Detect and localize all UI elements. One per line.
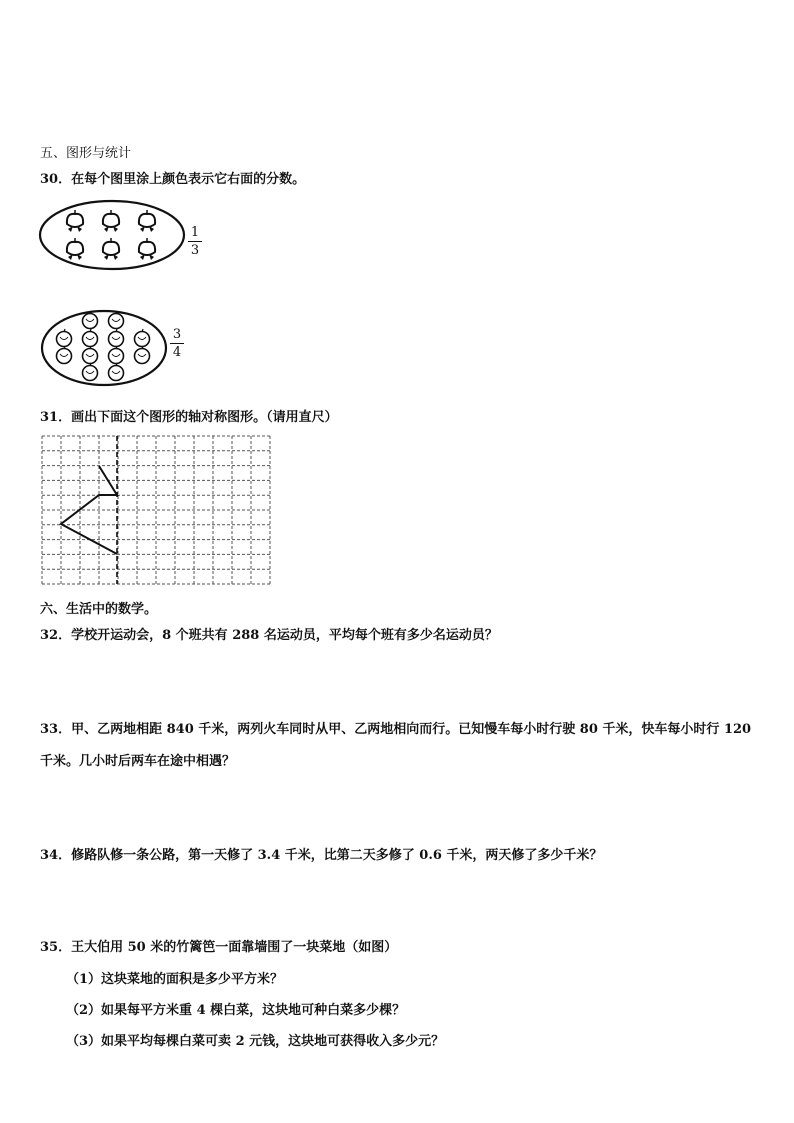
question-31 — [40, 406, 338, 425]
question-35-sub-1: （1）这块菜地的面积是多少平方米？ — [66, 972, 284, 987]
peach-icon — [103, 210, 119, 232]
question-number: 35． — [40, 940, 72, 955]
fraction-bar — [170, 343, 184, 344]
apple-icon — [83, 346, 98, 364]
apple-icon — [57, 329, 72, 347]
fraction-three-quarters — [170, 327, 184, 360]
question-number: 34． — [40, 848, 72, 863]
symmetry-grid-figure — [40, 434, 272, 586]
question-text: 画出下面这个图形的轴对称图形。（请用直尺） — [71, 410, 338, 425]
apple-icon — [109, 329, 124, 347]
question-number: 32． — [40, 628, 72, 643]
ellipse-outline — [42, 311, 166, 385]
question-35-sub-2: （2）如果每平方米重 4 棵白菜，这块地可种白菜多少棵？ — [66, 1003, 406, 1018]
peach-icon — [103, 238, 119, 260]
question-33 — [40, 718, 751, 737]
apple-icon — [135, 329, 150, 347]
peach-icon — [139, 210, 155, 232]
section-heading-5: 五、图形与统计 — [40, 146, 132, 161]
question-32 — [40, 624, 498, 643]
question-35-sub-3: （3）如果平均每棵白菜可卖 2 元钱，这块地可获得收入多少元？ — [66, 1034, 445, 1049]
peach-icon — [67, 238, 83, 260]
question-text: 学校开运动会，8 个班共有 288 名运动员，平均每个班有多少名运动员？ — [71, 628, 498, 643]
fraction-denominator: 3 — [190, 243, 200, 258]
question-35 — [40, 936, 397, 955]
question-text: 王大伯用 50 米的竹篱笆一面靠墙围了一块菜地（如图） — [71, 940, 398, 955]
fraction-numerator: 3 — [172, 327, 182, 342]
question-text: 修路队修一条公路，第一天修了 3.4 千米，比第二天多修了 0.6 千米，两天修了多少千米？ — [71, 848, 603, 863]
apple-icon — [135, 346, 150, 364]
apple-icon — [109, 363, 124, 381]
section-heading-6: 六、生活中的数学。 — [40, 602, 158, 617]
apple-icon — [57, 346, 72, 364]
peach-icon — [139, 238, 155, 260]
apple-icon — [83, 329, 98, 347]
dashed-grid — [42, 436, 270, 584]
peach-ellipse-figure — [38, 198, 188, 272]
question-text: 在每个图里涂上颜色表示它右面的分数。 — [71, 172, 306, 187]
fraction-one-third — [188, 225, 202, 258]
question-33-cont: 千米。几小时后两车在途中相遇？ — [40, 754, 236, 769]
apple-icon — [109, 311, 124, 329]
ellipse-outline — [40, 201, 184, 269]
question-34 — [40, 844, 602, 863]
question-number: 31． — [40, 410, 72, 425]
fraction-numerator: 1 — [190, 225, 200, 240]
apple-group — [57, 311, 150, 381]
fraction-denominator: 4 — [172, 345, 182, 360]
apple-icon — [109, 346, 124, 364]
peach-group — [67, 210, 155, 260]
question-number: 30． — [40, 172, 72, 187]
peach-icon — [67, 210, 83, 232]
fraction-bar — [188, 241, 202, 242]
question-text-line1: 甲、乙两地相距 840 千米，两列火车同时从甲、乙两地相向而行。已知慢车每小时行驶 80 千米，快车每小时行 120 — [71, 722, 752, 737]
apple-ellipse-figure — [40, 308, 170, 388]
question-30 — [40, 168, 305, 187]
question-number: 33． — [40, 722, 72, 737]
apple-icon — [83, 363, 98, 381]
